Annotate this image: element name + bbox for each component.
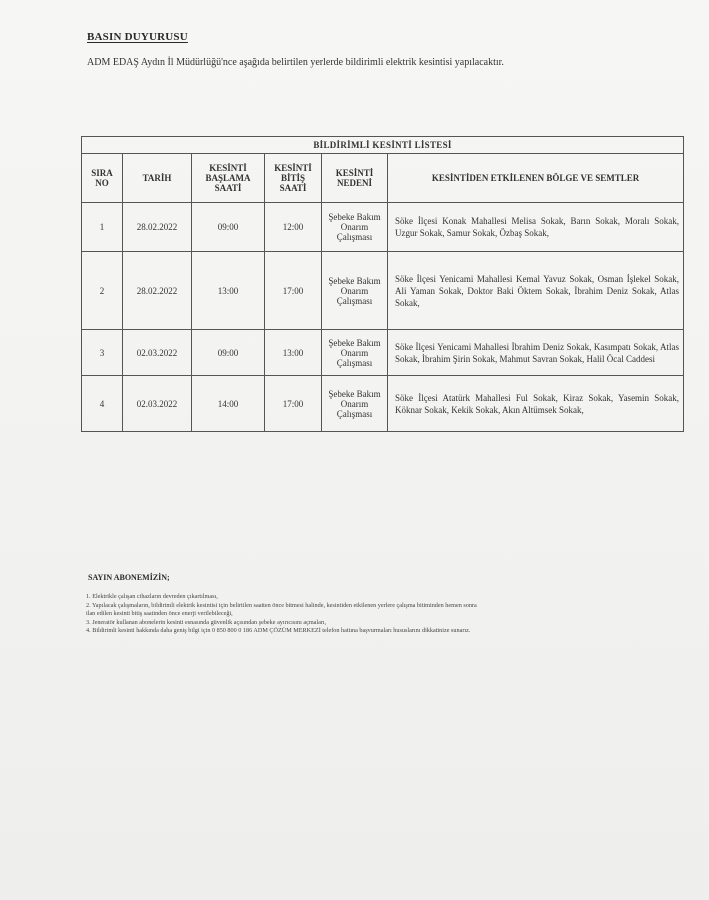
header-area: KESİNTİDEN ETKİLENEN BÖLGE VE SEMTLER bbox=[388, 154, 684, 203]
row-no: 4 bbox=[82, 376, 123, 432]
table-header-row bbox=[82, 154, 684, 203]
row-reason: Şebeke Bakım Onarım Çalışması bbox=[322, 376, 388, 432]
table-row bbox=[82, 252, 684, 330]
row-reason: Şebeke Bakım Onarım Çalışması bbox=[322, 203, 388, 252]
row-no: 1 bbox=[82, 203, 123, 252]
header-reason: KESİNTİ NEDENİ bbox=[322, 154, 388, 203]
row-reason: Şebeke Bakım Onarım Çalışması bbox=[322, 252, 388, 330]
table-row bbox=[82, 203, 684, 252]
row-area: Söke İlçesi Konak Mahallesi Melisa Sokak, Barın Sokak, Moralı Sokak, Uzgur Sokak, Samur Sokak, Özbaş Sokak, bbox=[388, 203, 684, 252]
row-area: Söke İlçesi Atatürk Mahallesi Ful Sokak, Kiraz Sokak, Yasemin Sokak, Köknar Sokak, Kekik Sokak, Akın Altümsek Sokak, bbox=[388, 376, 684, 432]
header-no: SIRA NO bbox=[82, 154, 123, 203]
row-end: 17:00 bbox=[265, 252, 322, 330]
row-date: 02.03.2022 bbox=[123, 376, 192, 432]
row-date: 28.02.2022 bbox=[123, 252, 192, 330]
row-start: 09:00 bbox=[192, 330, 265, 376]
notes-title: SAYIN ABONEMİZİN; bbox=[88, 573, 170, 582]
note-item: 1. Elektrikle çalışan cihazların devreden çıkartılması, bbox=[86, 593, 218, 600]
note-item: ilan edilen kesinti bitiş saatinden önce enerji verilebileceği, bbox=[86, 610, 233, 617]
row-no: 2 bbox=[82, 252, 123, 330]
table-row bbox=[82, 376, 684, 432]
outage-table bbox=[81, 136, 684, 432]
table-row bbox=[82, 330, 684, 376]
intro-text: ADM EDAŞ Aydın İl Müdürlüğü'nce aşağıda belirtilen yerlerde bildirimli elektrik kesintisi yapılacaktır. bbox=[87, 57, 504, 68]
row-end: 12:00 bbox=[265, 203, 322, 252]
header-end: KESİNTİ BİTİŞ SAATİ bbox=[265, 154, 322, 203]
row-date: 02.03.2022 bbox=[123, 330, 192, 376]
table-title: BİLDİRİMLİ KESİNTİ LİSTESİ bbox=[82, 137, 684, 154]
note-item: 4. Bildirimli kesinti hakkında daha geniş bilgi için 0 850 800 0 186 ADM ÇÖZÜM MERKEZİ telefon hattına başvurmaları hususlarını dikkatinize sunarız. bbox=[86, 627, 471, 634]
row-no: 3 bbox=[82, 330, 123, 376]
note-item: 2. Yapılacak çalışmaların, bildirimli elektrik kesintisi için belirtilen saatten önce bitmesi halinde, kesintiden etkilenen yerlere çalışma bitiminden hemen sonra bbox=[86, 601, 477, 609]
notes-list bbox=[86, 593, 646, 636]
row-start: 14:00 bbox=[192, 376, 265, 432]
header-date: TARİH bbox=[123, 154, 192, 203]
header-start: KESİNTİ BAŞLAMA SAATİ bbox=[192, 154, 265, 203]
note-item: 3. Jeneratör kullanan abonelerin kesinti esnasında güvenlik açısından şebeke ayırıcısını açmaları, bbox=[86, 618, 327, 626]
row-area: Söke İlçesi Yenicami Mahallesi Kemal Yavuz Sokak, Osman İşlekel Sokak, Ali Yaman Sokak, Doktor Baki Öktem Sokak, İbrahim Deniz Sokak, Atlas Sokak, bbox=[388, 252, 684, 330]
document-heading: BASIN DUYURUSU bbox=[87, 31, 188, 43]
row-end: 17:00 bbox=[265, 376, 322, 432]
row-start: 09:00 bbox=[192, 203, 265, 252]
row-date: 28.02.2022 bbox=[123, 203, 192, 252]
row-area: Söke İlçesi Yenicami Mahallesi İbrahim Deniz Sokak, Kasımpatı Sokak, Atlas Sokak, İbrahim Şirin Sokak, Mahmut Savran Sokak, Halil Öcal Caddesi bbox=[388, 330, 684, 376]
row-start: 13:00 bbox=[192, 252, 265, 330]
row-reason: Şebeke Bakım Onarım Çalışması bbox=[322, 330, 388, 376]
row-end: 13:00 bbox=[265, 330, 322, 376]
